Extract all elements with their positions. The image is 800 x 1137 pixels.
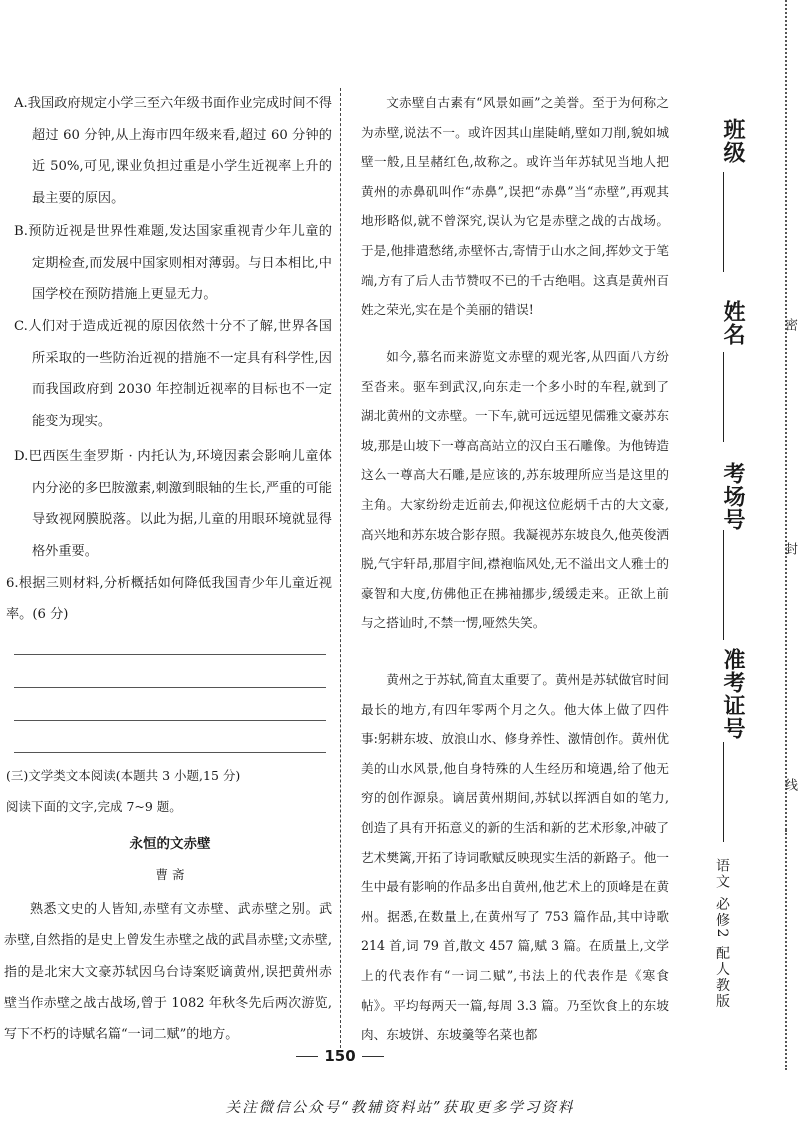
article-paragraph: 文赤壁自古素有“风景如画”之美誉。至于为何称之为赤壁,说法不一。或许因其山崖陡峭,壁如刀削,貌如城壁一般,且呈赭红色,故称之。或许当年苏轼见当地人把黄州的赤鼻矶叫作“赤鼻”,误把“赤鼻”当“赤壁”,再观其地形略似,就不曾深究,误认为它是赤壁之战的古战场。于是,他排遣愁绪,赤壁怀古,寄情于山水之间,挥妙文于笔端,方有了后人击节赞叹不已的千古绝唱。这真是黄州百姓之荣光,实在是个美丽的错误! bbox=[361, 95, 669, 318]
column-divider bbox=[340, 88, 341, 1048]
cut-line bbox=[785, 0, 787, 830]
dash-right bbox=[362, 1056, 384, 1057]
answer-line[interactable] bbox=[14, 687, 326, 688]
option-d: D.巴西医生奎罗斯 · 内托认为,环境因素会影响儿童体内分泌的多巴胺激素,刺激到眼轴的生长,严重的可能导致视网膜脱落。以此为据,儿童的用眼环境就显得格外重要。 bbox=[14, 449, 332, 559]
page-number bbox=[0, 1047, 680, 1065]
footer-note: 关注微信公众号“教辅资料站”获取更多学习资料 bbox=[225, 1100, 575, 1116]
article-author: 曹 斋 bbox=[155, 867, 185, 882]
class-label: 班级 bbox=[720, 118, 745, 164]
ticket-number-field[interactable] bbox=[723, 742, 724, 842]
exam-room-field[interactable] bbox=[723, 530, 724, 640]
class-field[interactable] bbox=[723, 172, 724, 272]
page-number-value: 150 bbox=[324, 1047, 356, 1065]
article-paragraph: 黄州之于苏轼,简直太重要了。黄州是苏轼做官时间最长的地方,有四年零两个月之久。他大体上做了四件事:躬耕东坡、放浪山水、修身养性、激情创作。黄州优美的山水风景,他自身特殊的人生经历和境遇,给了他无穷的创作源泉。谪居黄州期间,苏轼以挥洒自如的笔力,创造了具有开拓意义的新的生活和新的艺术形象,冲破了艺术樊篱,开拓了诗词歌赋反映现实生活的新路子。他一生中最有影响的作品多出自黄州,他艺术上的顶峰是在黄州。据悉,在数量上,在黄州写了 753 篇作品,其中诗歌 214 首,词 79 首,散文 457 篇,赋 3 篇。在质量上,文学上的代表作有“一词二赋”,书法上的代表作是《寒食帖》。平均每两天一篇,每周 3.3 篇。乃至饮食上的东坡肉、东坡饼、东坡羹等名菜也都 bbox=[361, 672, 669, 1043]
option-a: A.我国政府规定小学三至六年级书面作业完成时间不得超过 60 分钟,从上海市四年级来看,超过 60 分钟的近 50%,可见,课业负担过重是小学生近视率上升的最主要的原因。 bbox=[14, 96, 332, 206]
seal-mark: 线 bbox=[782, 778, 797, 791]
question-6: 6.根据三则材料,分析概括如何降低我国青少年儿童近视率。(6 分) bbox=[6, 576, 332, 622]
ticket-number-label: 准考证号 bbox=[720, 648, 745, 740]
article-paragraph: 熟悉文史的人皆知,赤壁有文赤壁、武赤壁之别。武赤壁,自然指的是史上曾发生赤壁之战的武昌赤壁;文赤壁,指的是北宋大文豪苏轼因乌台诗案贬谪黄州,误把黄州赤壁当作赤壁之战古战场,曾于 1082 年秋冬先后两次游览,写下不朽的诗赋名篇“一词二赋”的地方。 bbox=[4, 902, 332, 1043]
dash-left bbox=[296, 1056, 318, 1057]
answer-line[interactable] bbox=[14, 654, 326, 655]
name-field[interactable] bbox=[723, 352, 724, 442]
seal-mark: 密 bbox=[782, 318, 797, 331]
option-c: C.人们对于造成近视的原因依然十分不了解,世界各国所采取的一些防治近视的措施不一定具有科学性,因而我国政府到 2030 年控制近视率的目标也不一定能变为现实。 bbox=[14, 319, 332, 429]
binding-margin bbox=[682, 0, 800, 1137]
article-title: 永恒的文赤壁 bbox=[129, 836, 211, 852]
answer-line[interactable] bbox=[14, 752, 326, 753]
section-title: (三)文学类文本阅读(本题共 3 小题,15 分) bbox=[6, 768, 241, 783]
name-label: 姓名 bbox=[720, 300, 745, 346]
right-column bbox=[345, 0, 675, 1080]
exam-room-label: 考场号 bbox=[720, 462, 745, 531]
subject-info: 语文 必修2 配人教版 bbox=[714, 858, 730, 1010]
left-column bbox=[0, 0, 340, 1080]
option-b: B.预防近视是世界性难题,发达国家重视青少年儿童的定期检查,而发展中国家则相对薄弱。与日本相比,中国学校在预防措施上更显无力。 bbox=[14, 224, 332, 302]
instruction: 阅读下面的文字,完成 7~9 题。 bbox=[6, 799, 182, 814]
answer-line[interactable] bbox=[14, 720, 326, 721]
article-paragraph: 如今,慕名而来游览文赤壁的观光客,从四面八方纷至沓来。驱车到武汉,向东走一个多小时的车程,就到了湖北黄州的文赤壁。一下车,就可远远望见儒雅文豪苏东坡,那是山坡下一尊高高站立的汉白玉石雕像。为他铸造这么一尊高大石雕,是应该的,苏东坡理所应当是这里的主角。大家纷纷走近前去,仰视这位彪炳千古的大文豪,高兴地和苏东坡合影存照。我凝视苏东坡良久,他英俊洒脱,气宇轩昂,那眉宇间,襟袍临风处,无不溢出文人雅士的豪智和大度,仿佛他正在拂袖挪步,缓缓走来。正欲上前与之搭讪时,不禁一愣,哑然失笑。 bbox=[361, 349, 669, 631]
cut-line bbox=[785, 830, 787, 1070]
seal-mark: 封 bbox=[782, 542, 797, 555]
